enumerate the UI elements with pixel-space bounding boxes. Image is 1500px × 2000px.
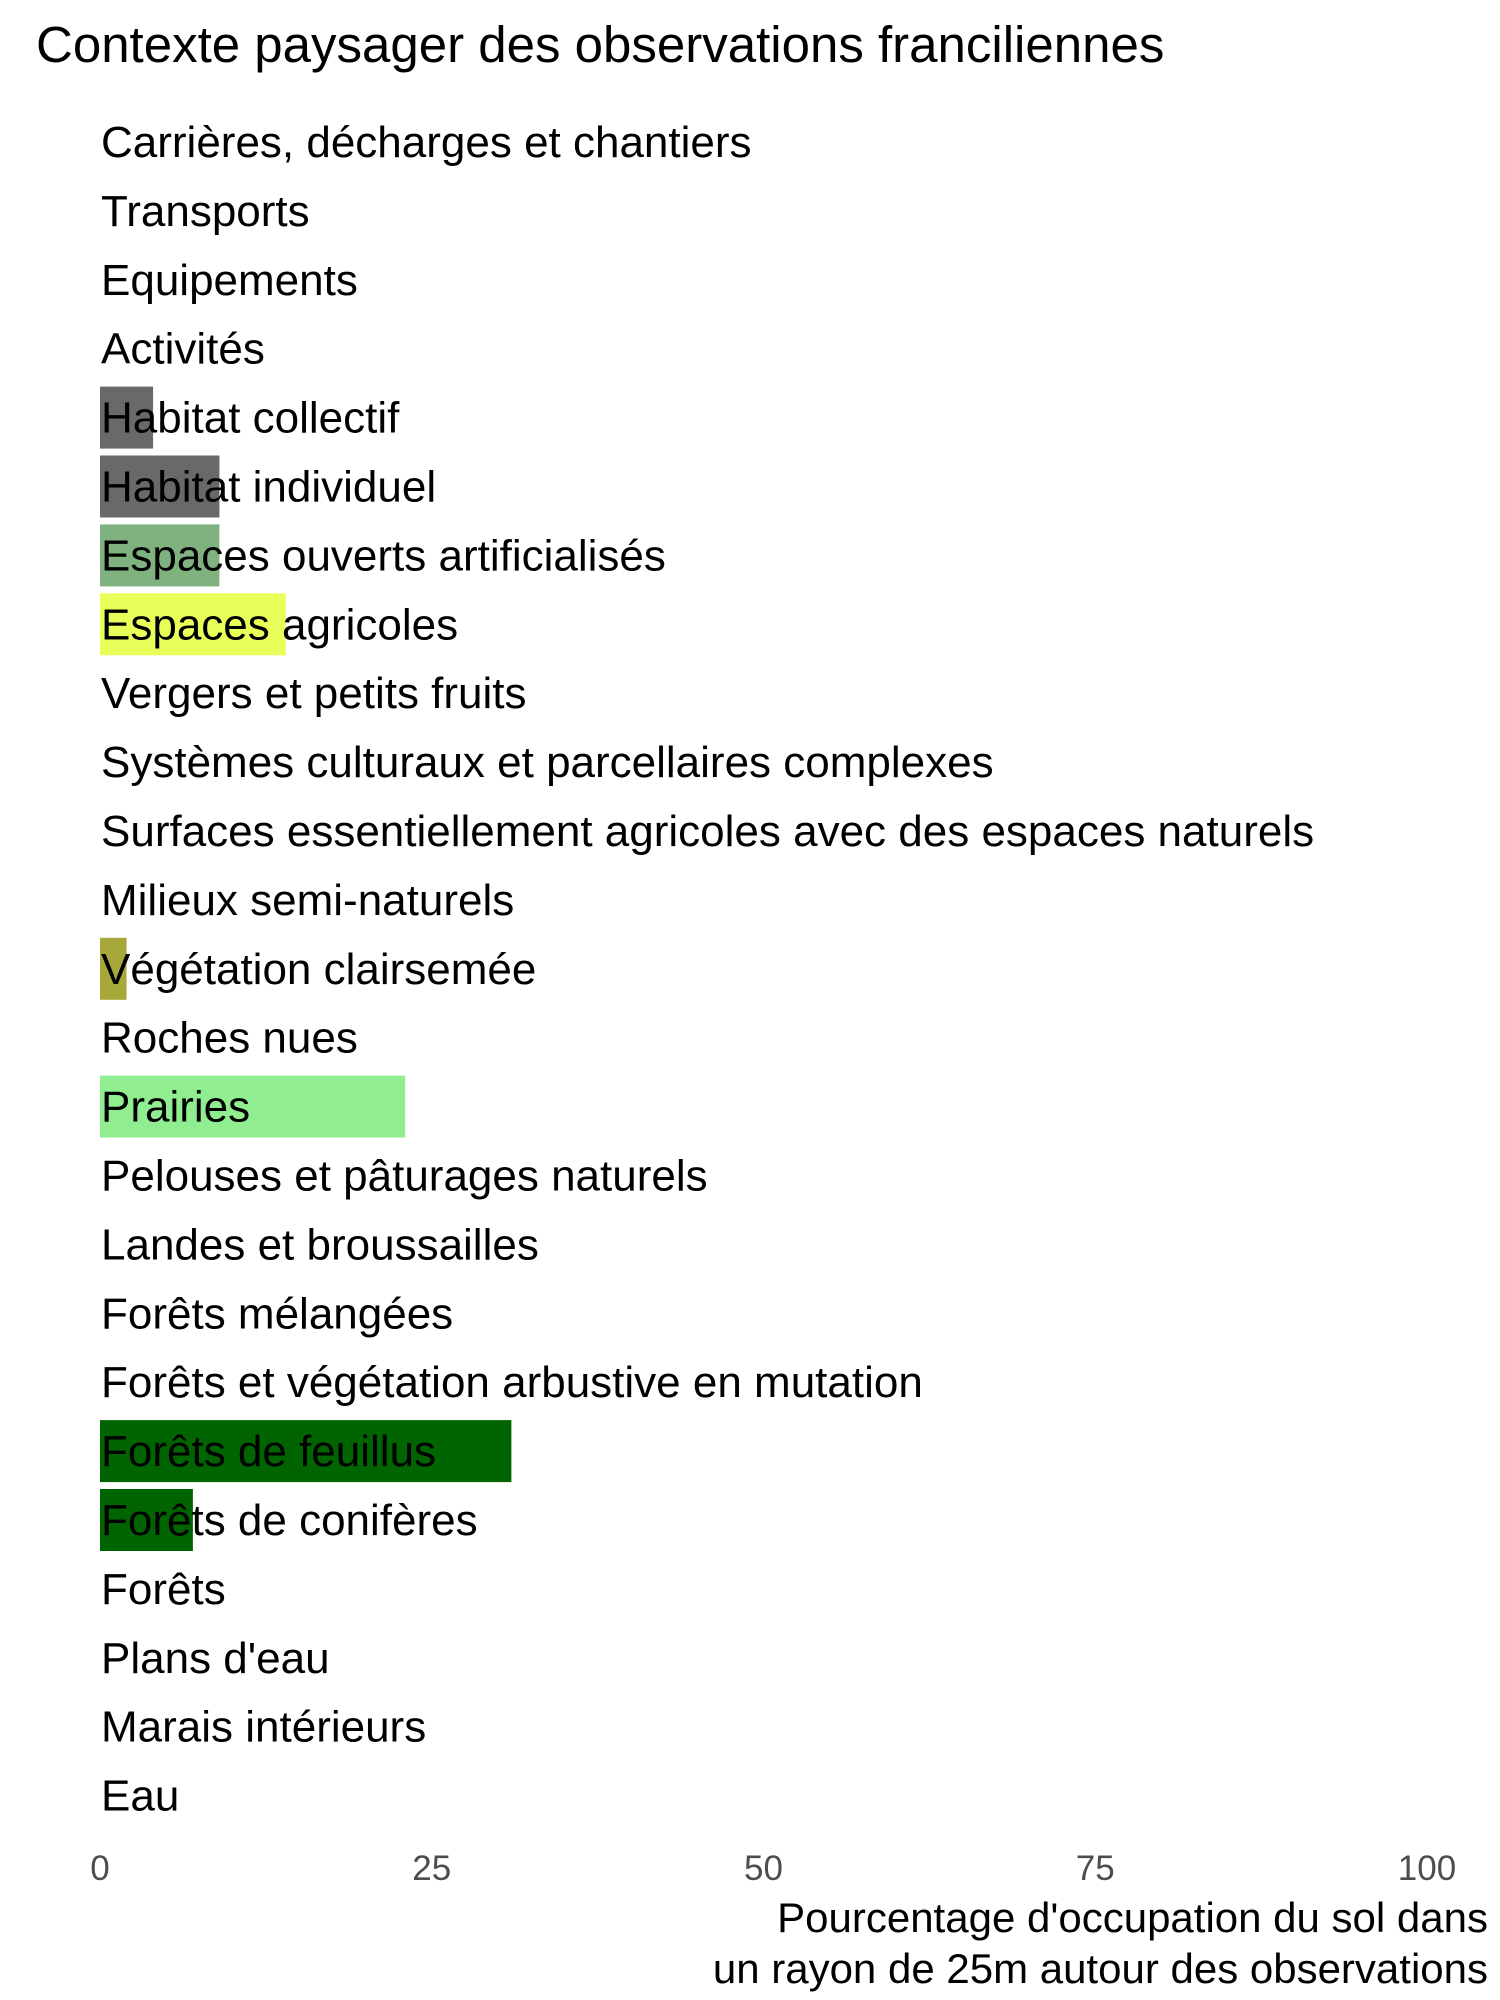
category-label-landes-et-broussailles: Landes et broussailles	[101, 1220, 539, 1270]
category-label-vegetation-clairsemee: Végétation clairsemée	[101, 944, 537, 994]
category-label-plans-d-eau: Plans d'eau	[101, 1633, 330, 1683]
category-label-prairies: Prairies	[101, 1082, 251, 1132]
category-label-forets-et-vegetation-arbustive-en-mutation: Forêts et végétation arbustive en mutation	[101, 1358, 923, 1408]
category-label-pelouses-et-paturages-naturels: Pelouses et pâturages naturels	[101, 1151, 708, 1201]
category-label-surfaces-essentiellement-agricoles-avec-des-espaces-naturels: Surfaces essentiellement agricoles avec des espaces naturels	[101, 807, 1315, 856]
category-label-forets-de-feuillus: Forêts de feuillus	[101, 1427, 437, 1477]
x-axis-title-line-1: Pourcentage d'occupation du sol dans	[777, 1894, 1488, 1941]
x-tick-label-75: 75	[1075, 1849, 1115, 1888]
chart-title: Contexte paysager des observations franciliennes	[36, 16, 1165, 73]
x-tick-label-0: 0	[90, 1849, 110, 1888]
x-tick-label-50: 50	[744, 1849, 783, 1888]
x-tick-label-100: 100	[1397, 1849, 1457, 1888]
category-label-vergers-et-petits-fruits: Vergers et petits fruits	[101, 669, 527, 719]
category-label-transports: Transports	[101, 186, 310, 236]
x-axis-title-line-2: un rayon de 25m autour des observations	[712, 1945, 1488, 1992]
category-label-eau: Eau	[101, 1771, 180, 1821]
category-label-habitat-collectif: Habitat collectif	[101, 393, 400, 443]
category-label-activites: Activités	[101, 324, 265, 374]
category-label-espaces-ouverts-artificialises: Espaces ouverts artificialisés	[101, 531, 666, 581]
x-tick-label-25: 25	[412, 1849, 452, 1888]
category-label-espaces-agricoles: Espaces agricoles	[101, 600, 459, 650]
category-label-forets: Forêts	[101, 1564, 226, 1614]
category-label-carrieres-decharges-et-chantiers: Carrières, décharges et chantiers	[101, 118, 752, 167]
category-label-systemes-culturaux-et-parcellaires-complexes: Systèmes culturaux et parcellaires complexes	[101, 738, 994, 788]
category-label-milieux-semi-naturels: Milieux semi-naturels	[101, 875, 515, 925]
category-label-roches-nues: Roches nues	[101, 1013, 358, 1063]
x-axis-ticks	[90, 1849, 1456, 1888]
category-label-equipements: Equipements	[101, 255, 358, 305]
category-label-habitat-individuel: Habitat individuel	[101, 462, 437, 512]
category-label-forets-de-coniferes: Forêts de conifères	[101, 1496, 478, 1545]
category-label-marais-interieurs: Marais intérieurs	[101, 1702, 427, 1752]
category-label-forets-melangees: Forêts mélangées	[101, 1289, 454, 1339]
category-labels	[101, 118, 1314, 1821]
